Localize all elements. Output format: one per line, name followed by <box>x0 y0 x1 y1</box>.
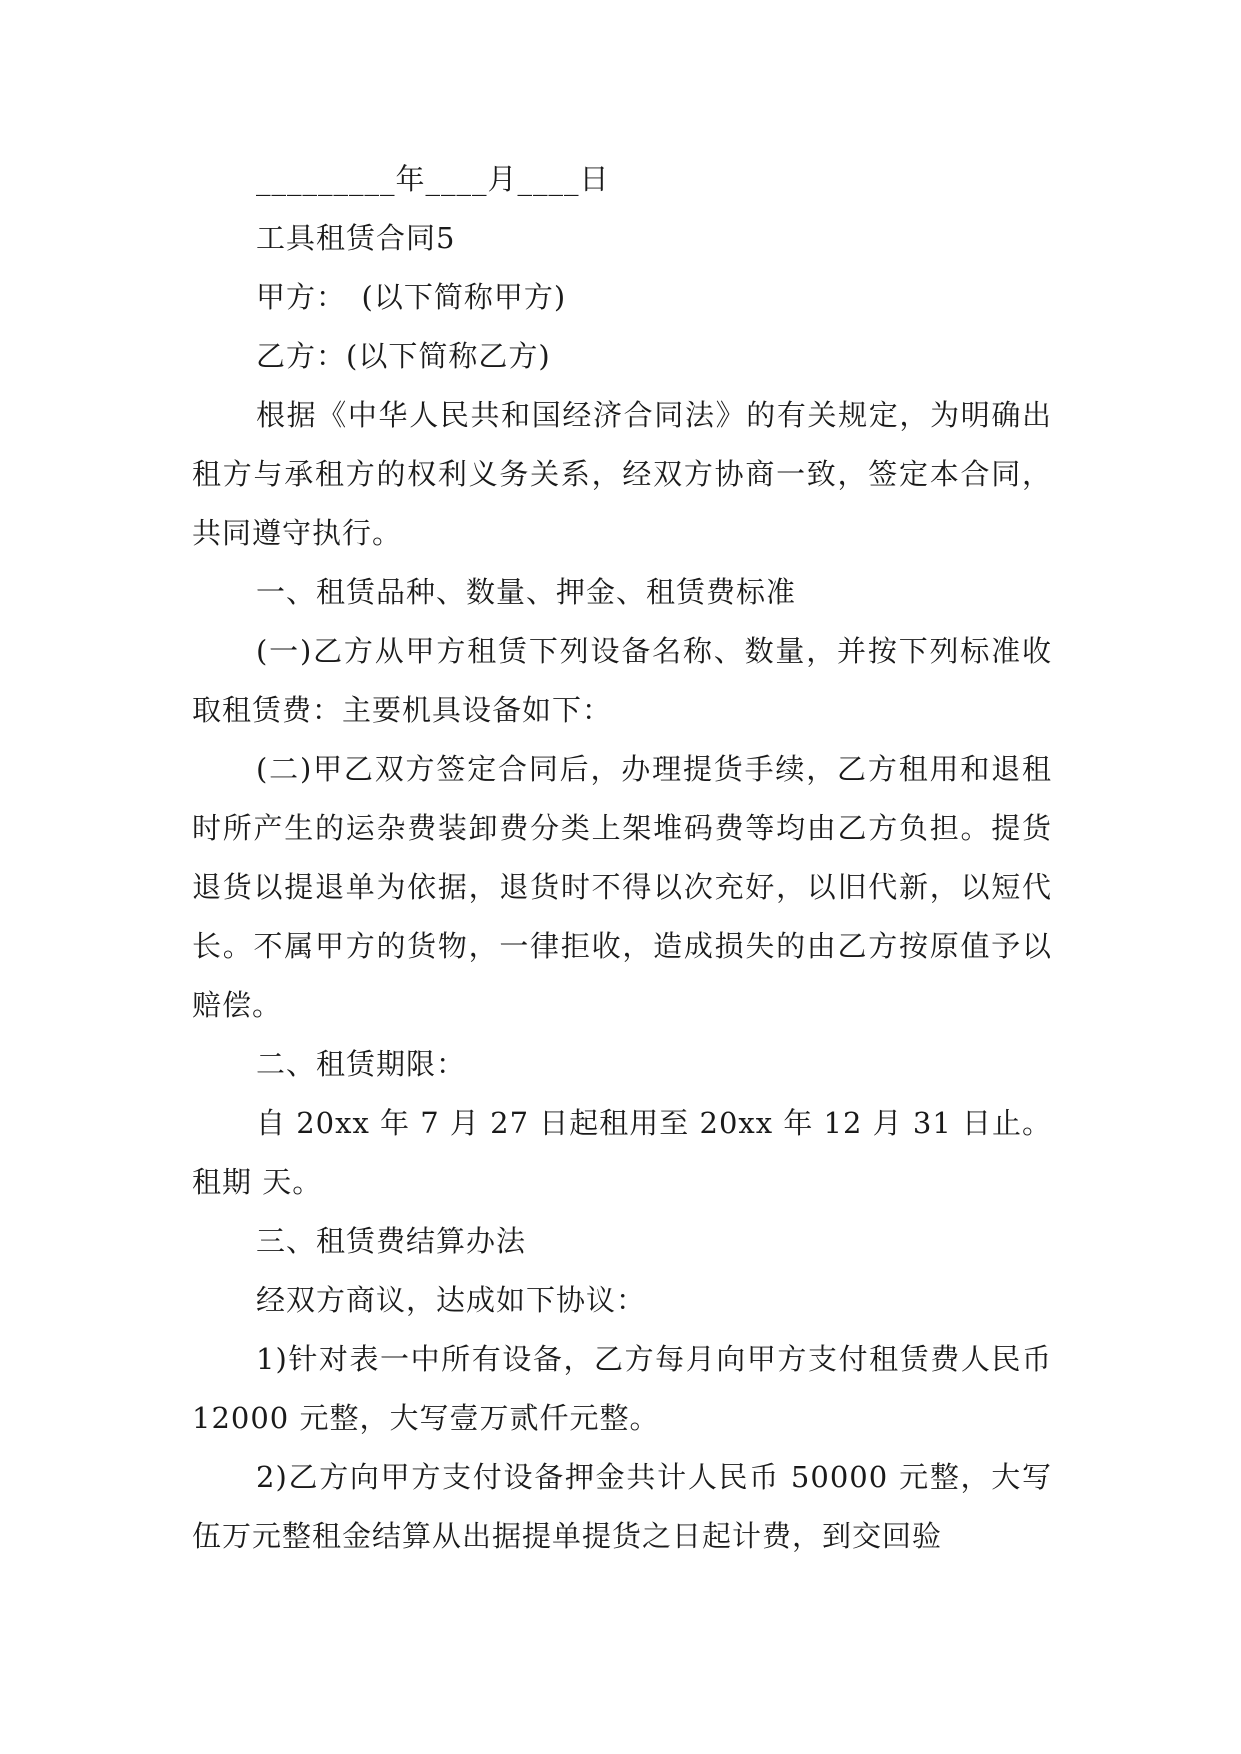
preamble-paragraph: 根据《中华人民共和国经济合同法》的有关规定，为明确出租方与承租方的权利义务关系，经双方协商一致，签定本合同，共同遵守执行。 <box>192 398 1052 550</box>
document-body <box>192 150 1052 1566</box>
contract-title: 工具租赁合同5 <box>256 221 456 255</box>
clause-1-1: (一)乙方从甲方租赁下列设备名称、数量，并按下列标准收取租赁费：主要机具设备如下： <box>192 634 1052 727</box>
clause-1-2: (二)甲乙双方签定合同后，办理提货手续，乙方租用和退租时所产生的运杂费装卸费分类上架堆码费等均由乙方负担。提货退货以提退单为依据，退货时不得以次充好，以旧代新，以短代长。不属甲方的货物，一律拒收，造成损失的由乙方按原值予以赔偿。 <box>192 752 1052 1022</box>
agreement-intro: 经双方商议，达成如下协议： <box>256 1283 647 1317</box>
party-a-line: 甲方： (以下简称甲方) <box>256 280 567 314</box>
section-heading-1: 一、租赁品种、数量、押金、租赁费标准 <box>256 575 797 609</box>
section-heading-3: 三、租赁费结算办法 <box>256 1224 527 1258</box>
date-line: _________年____月____日 <box>256 162 610 196</box>
party-b-line: 乙方：(以下简称乙方) <box>256 339 551 373</box>
clause-3-1: 1)针对表一中所有设备，乙方每月向甲方支付租赁费人民币 12000 元整，大写壹万贰仟元整。 <box>192 1342 1052 1435</box>
lease-term-paragraph: 自 20xx 年 7 月 27 日起租用至 20xx 年 12 月 31 日止。租期 天。 <box>192 1106 1052 1199</box>
section-heading-2: 二、租赁期限： <box>256 1047 467 1081</box>
clause-3-2: 2)乙方向甲方支付设备押金共计人民币 50000 元整，大写伍万元整租金结算从出据提单提货之日起计费，到交回验 <box>192 1460 1052 1553</box>
